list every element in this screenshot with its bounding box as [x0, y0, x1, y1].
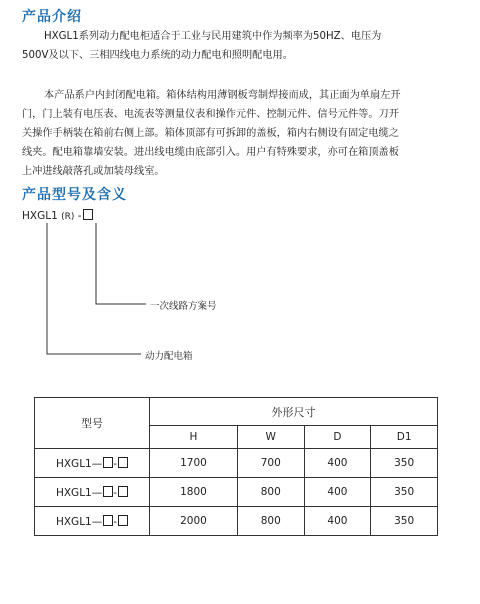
cell-w: 800	[237, 478, 304, 507]
cell-d1: 350	[371, 507, 438, 536]
model-code-base: HXGL1	[22, 210, 58, 222]
product-name-label: 动力配电箱	[145, 351, 193, 362]
model-cell-text: HXGL1—	[55, 515, 103, 528]
column-header-d1: D1	[371, 426, 438, 449]
intro-paragraph-2-line: 门，门上装有电压表、电流表等测量仪表和操作元件、控制元件、信号元件等。刀开	[22, 109, 399, 120]
intro-section-title: 产品介绍	[22, 9, 82, 25]
intro-paragraph-1-line: HXGL1系列动力配电柜适合于工业与民用建筑中作为频率为50HZ、电压为	[44, 31, 382, 42]
model-cell-sep: -	[113, 457, 118, 470]
model-cell	[35, 478, 150, 507]
dimensions-table	[34, 397, 438, 536]
placeholder-box-icon	[103, 457, 113, 468]
model-code-dash: -	[77, 210, 82, 222]
placeholder-box-icon	[103, 515, 113, 526]
table-row	[35, 507, 438, 536]
model-cell-text: HXGL1—	[55, 486, 103, 499]
model-cell-sep: -	[113, 515, 118, 528]
cell-h: 2000	[150, 507, 238, 536]
placeholder-box-icon	[118, 457, 128, 468]
scheme-number-label: 一次线路方案号	[150, 301, 217, 312]
model-cell	[35, 449, 150, 478]
model-cell	[35, 507, 150, 536]
product-leader-line	[47, 223, 141, 354]
cell-d: 400	[304, 507, 371, 536]
cell-d: 400	[304, 449, 371, 478]
intro-paragraph-2-line: 上冲进线敲落孔或加装母线室。	[22, 166, 165, 177]
dimensions-header: 外形尺寸	[150, 398, 438, 426]
model-code-suffix: (R)	[61, 212, 75, 222]
cell-h: 1700	[150, 449, 238, 478]
intro-paragraph-2-line: 线夹。配电箱靠墙安装。进出线电缆由底部引入。用户有特殊要求，亦可在箱顶盖板	[22, 147, 399, 158]
intro-paragraph-2-line: 关操作手柄装在箱前右侧上部。箱体顶部有可拆卸的盖板，箱内右侧设有固定电缆之	[22, 128, 399, 139]
table-row	[35, 478, 438, 507]
cell-w: 700	[237, 449, 304, 478]
cell-d1: 350	[371, 478, 438, 507]
model-section-title: 产品型号及含义	[22, 187, 127, 203]
scheme-leader-line	[96, 223, 146, 304]
model-column-header: 型号	[35, 398, 150, 449]
column-header-w: W	[237, 426, 304, 449]
placeholder-box-icon	[118, 486, 128, 497]
cell-h: 1800	[150, 478, 238, 507]
model-cell-sep: -	[113, 486, 118, 499]
intro-paragraph-2-line: 本产品系户内封闭配电箱。箱体结构用薄钢板弯制焊接而成，其正面为单扇左开	[44, 90, 401, 101]
cell-d1: 350	[371, 449, 438, 478]
model-cell-text: HXGL1—	[55, 457, 103, 470]
cell-w: 800	[237, 507, 304, 536]
intro-paragraph-1-line: 500V及以下、三相四线电力系统的动力配电和照明配电用。	[22, 50, 293, 61]
column-header-d: D	[304, 426, 371, 449]
table-row	[35, 449, 438, 478]
placeholder-box-icon	[103, 486, 113, 497]
cell-d: 400	[304, 478, 371, 507]
placeholder-box-icon	[118, 515, 128, 526]
column-header-h: H	[150, 426, 238, 449]
